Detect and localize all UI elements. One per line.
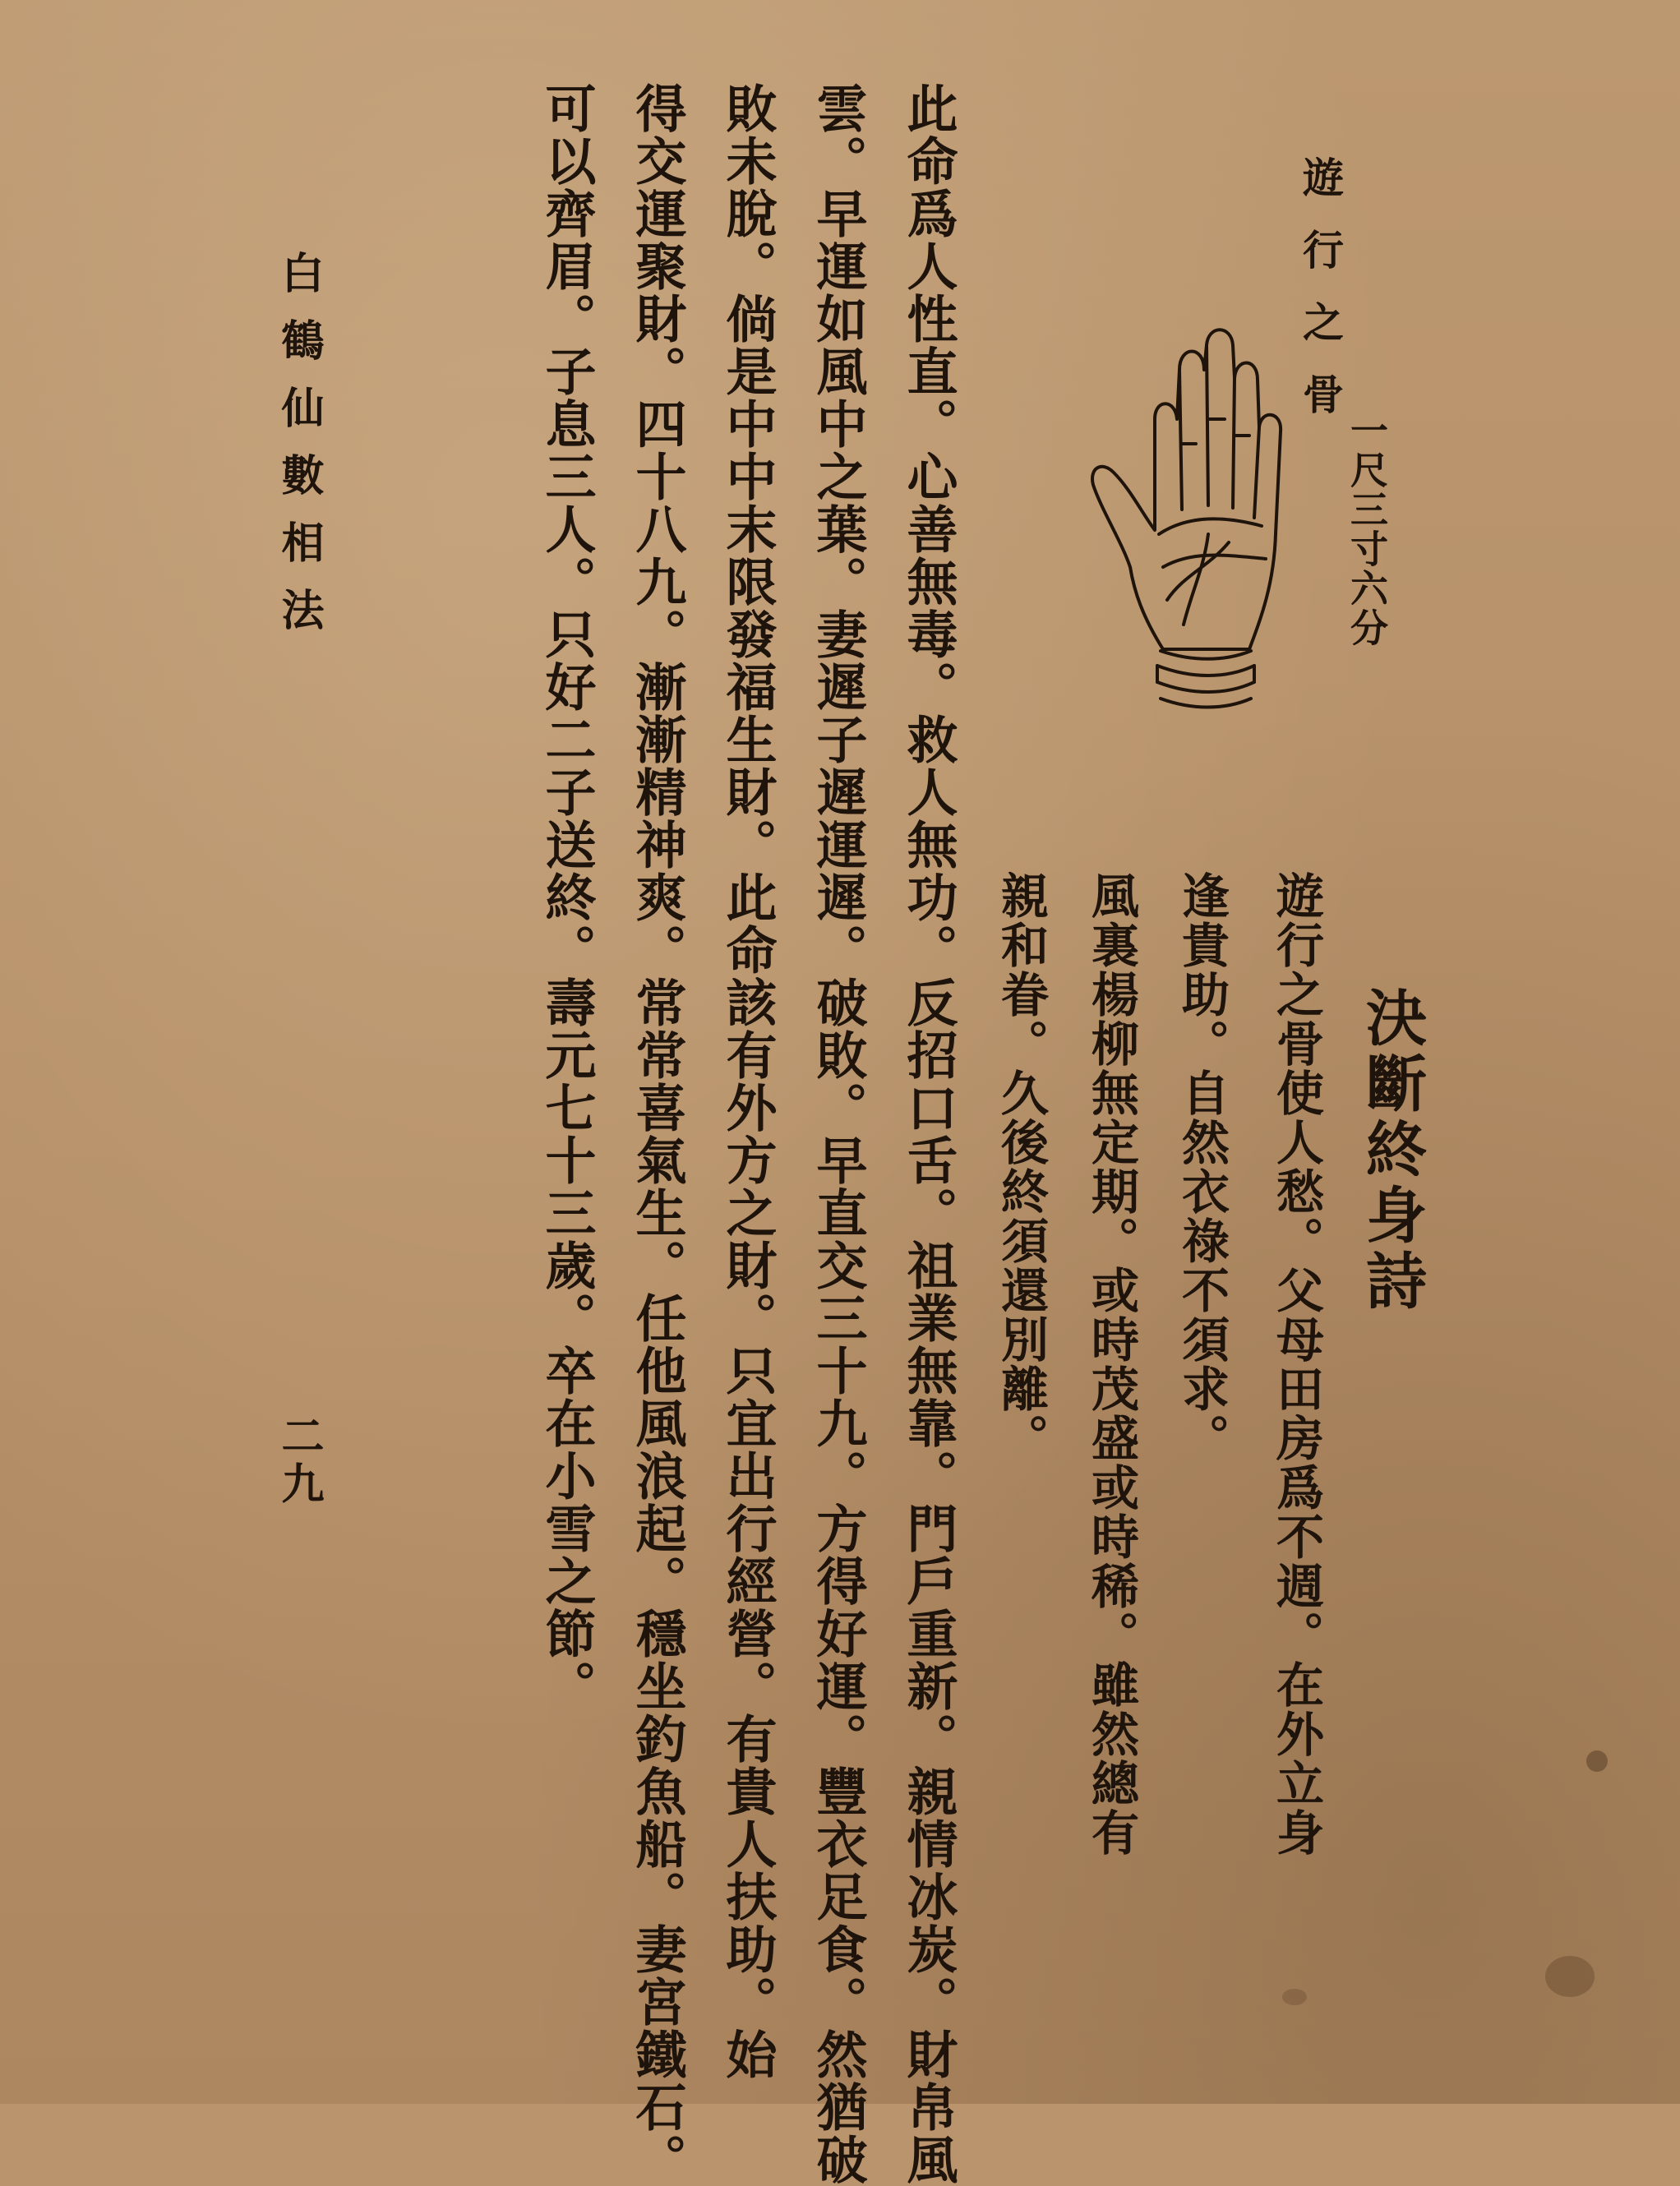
page-number: 二九 [274, 1414, 324, 1509]
poem-title: 決斷終身詩 [1356, 986, 1427, 1315]
poem-line: 風裏楊柳無定期。或時茂盛或時稀。雖然總有 [1083, 871, 1139, 1857]
running-title: 遊行之骨 [1296, 156, 1345, 445]
body-text-line: 可以齊眉。子息三人。只好二子送終。壽元七十三歲。卒在小雪之節。 [537, 82, 597, 1713]
paper-stain [1545, 1956, 1595, 1997]
poem-line: 遊行之骨使人愁。父母田房爲不週。在外立身 [1268, 871, 1324, 1857]
body-text-line: 敗未脫。倘是中中末限發福生財。此命該有外方之財。只宜出行經營。有貴人扶助。始 [718, 82, 778, 2081]
poem-line: 親和眷。久後終須還別離。 [993, 871, 1049, 1463]
palm-hand-icon [1085, 321, 1307, 715]
body-text-line: 得交運聚財。四十八九。漸漸精神爽。常常喜氣生。任他風浪起。穩坐釣魚船。妻宮鐵石。 [627, 82, 687, 2186]
body-text-line: 此命爲人性直。心善無毒。救人無功。反招口舌。祖業無靠。門戶重新。親情冰炭。財帛風 [898, 82, 958, 2186]
book-title: 白鶴仙數相法 [274, 251, 324, 655]
paper-stain [1586, 1750, 1608, 1772]
paper-stain [1282, 1989, 1307, 2005]
measurement-label: 一尺三寸六分 [1345, 411, 1389, 648]
poem-line: 逢貴助。自然衣祿不須求。 [1174, 871, 1230, 1463]
body-text-line: 雲。早運如風中之葉。妻遲子遲運遲。破敗。早直交三十九。方得好運。豐衣足食。然猶破 [808, 82, 868, 2186]
